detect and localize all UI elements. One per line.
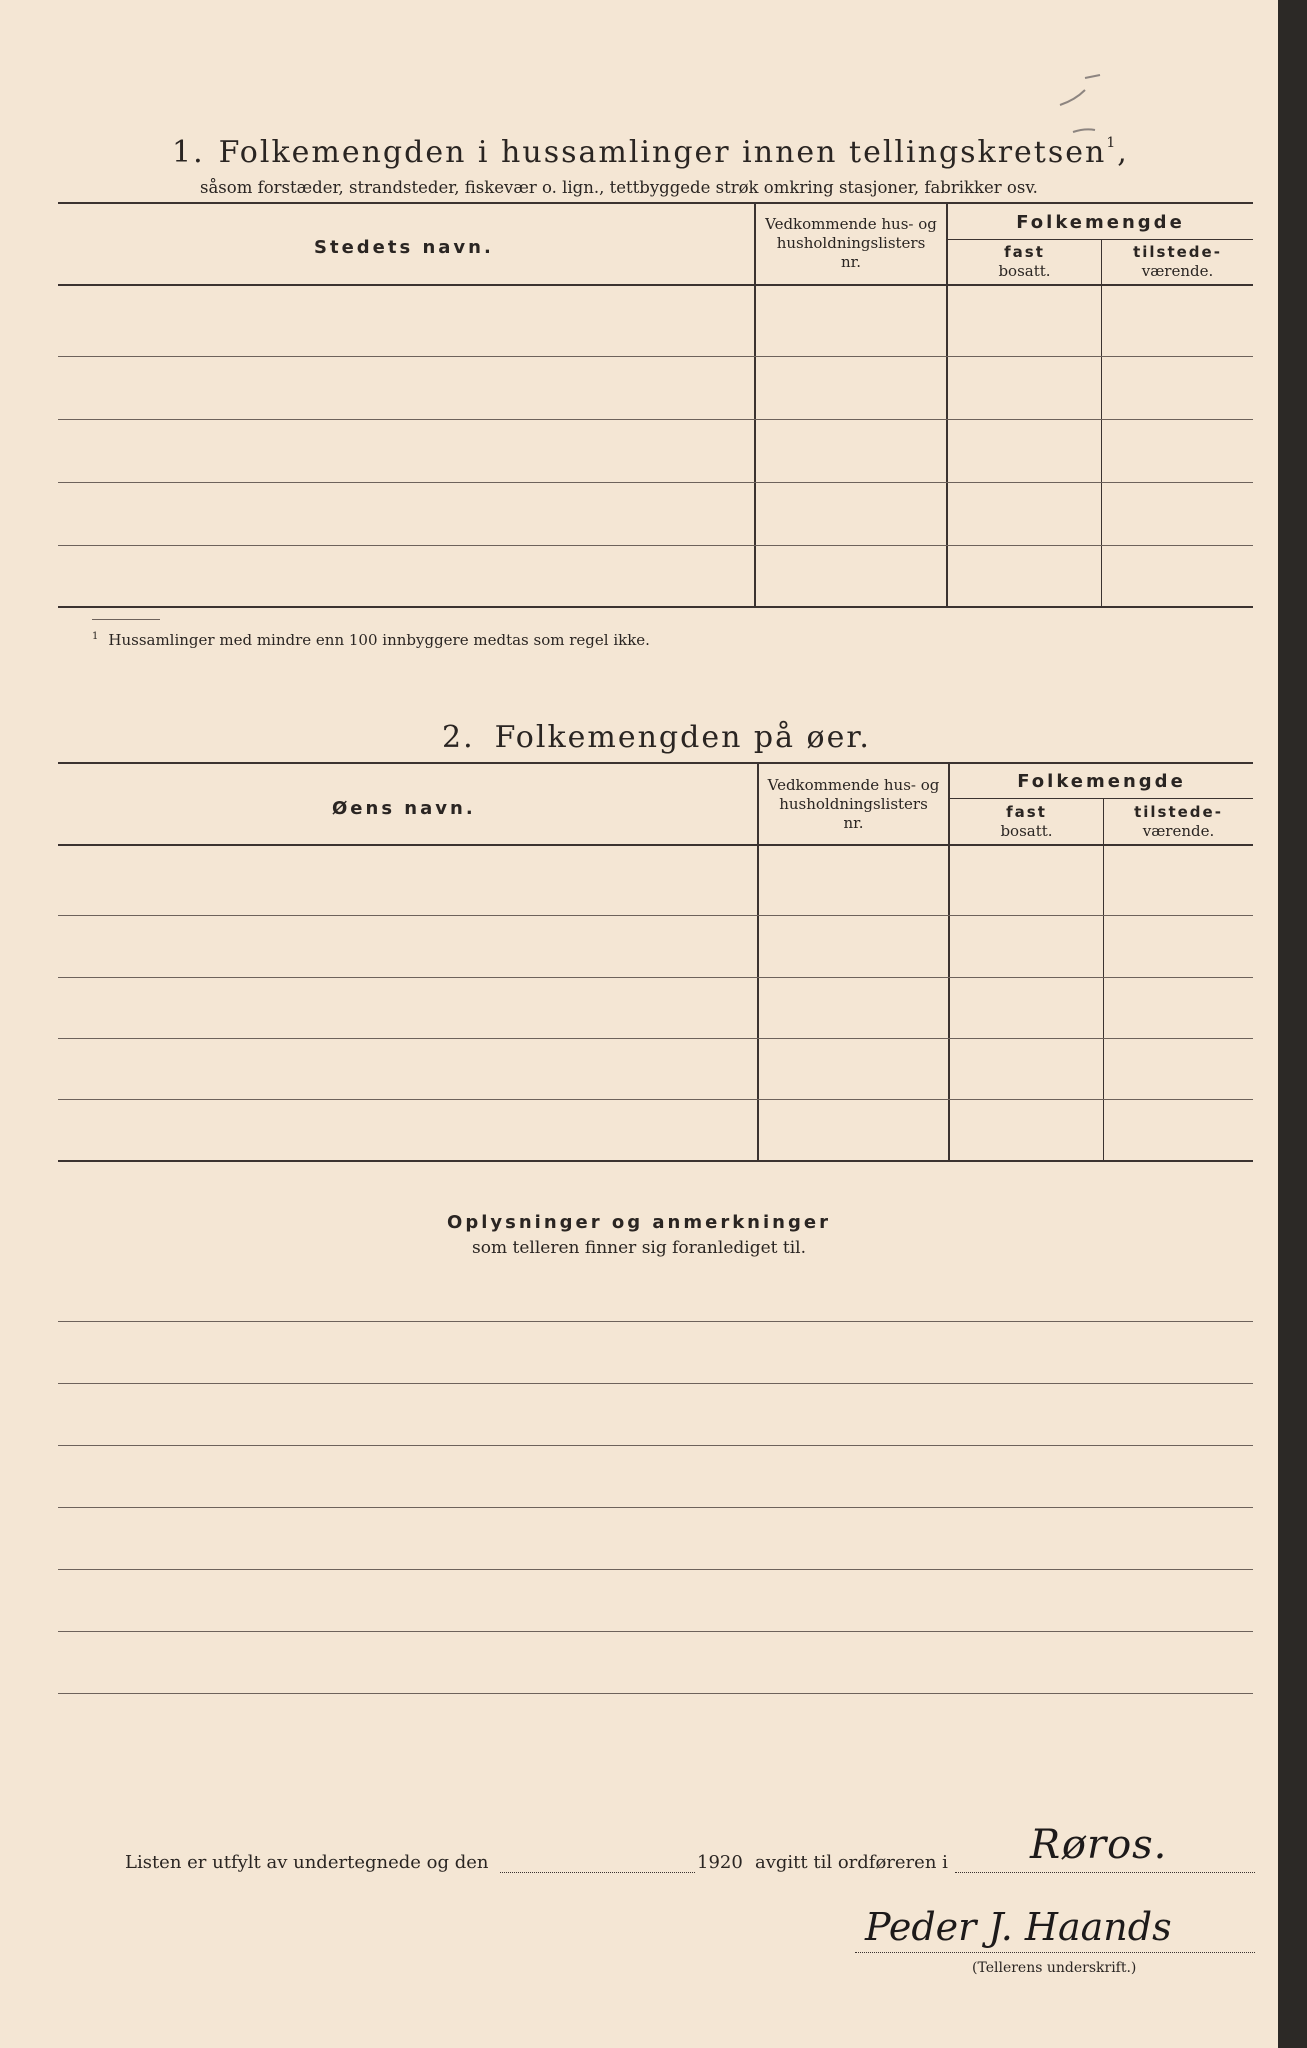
lists-header-line1: Vedkommende hus- og	[767, 776, 940, 794]
population-header-text: Folkemengde	[1016, 212, 1185, 233]
section1-resident-header	[948, 243, 1101, 281]
signature-caption: (Tellerens underskrift.)	[972, 1960, 1137, 1976]
signature-line	[855, 1952, 1255, 1953]
present-line2: værende.	[1141, 262, 1214, 280]
notes-line	[58, 1383, 1253, 1384]
resident-line2: bosatt.	[998, 262, 1051, 280]
section2-population-header	[950, 772, 1253, 791]
section2-present-header	[1104, 803, 1253, 841]
lists-header-line2: husholdningslisters	[776, 234, 926, 252]
section1-lists-header	[756, 215, 946, 272]
pencil-mark	[1055, 70, 1115, 140]
section1-col-divider-3	[1101, 239, 1102, 606]
resident-line1: fast	[1006, 803, 1047, 821]
section1-population-header	[948, 213, 1253, 232]
section1-row-line	[58, 545, 1253, 546]
notes-line	[58, 1569, 1253, 1570]
lists-header-line2: husholdningslisters	[779, 795, 928, 813]
footnote-rule	[92, 619, 160, 620]
notes-line	[58, 1631, 1253, 1632]
signature-statement: Listen er utfylt av undertegnede og den	[125, 1852, 489, 1873]
section2-col-divider-3	[1103, 798, 1104, 1160]
section2-bottom-rule	[58, 1160, 1253, 1162]
notes-subtitle: som telleren finner sig foranlediget til.	[472, 1238, 806, 1258]
section2-lists-header	[759, 776, 948, 833]
municipality-blank	[955, 1872, 1255, 1873]
section1-number: 1.	[172, 135, 205, 170]
section1-bottom-rule	[58, 606, 1253, 608]
resident-line1: fast	[1004, 243, 1045, 261]
year: 1920	[697, 1852, 743, 1873]
section2-name-header-text: Øens navn.	[332, 798, 476, 819]
signature-statement-after: avgitt til ordføreren i	[755, 1852, 948, 1873]
date-blank	[500, 1872, 695, 1873]
population-header-text: Folkemengde	[1017, 771, 1186, 792]
section2-row-line	[58, 977, 1253, 978]
section2-name-header	[332, 798, 476, 819]
section1-name-header	[314, 237, 494, 258]
lists-header-line3: nr.	[843, 814, 864, 832]
section1-top-rule	[58, 202, 1253, 204]
handwritten-place: Røros.	[1030, 1822, 1168, 1868]
section2-top-rule	[58, 762, 1253, 764]
section2-population-rule	[950, 798, 1253, 799]
section1-present-header	[1102, 243, 1253, 281]
section2-header-rule	[58, 844, 1253, 846]
section1-row-line	[58, 419, 1253, 420]
notes-line	[58, 1321, 1253, 1322]
section1-name-header-text: Stedets navn.	[314, 237, 494, 258]
section1-row-line	[58, 482, 1253, 483]
section1-title-text: Folkemengden i hussamlinger innen tellingskretsen	[218, 135, 1107, 170]
section1-row-line	[58, 356, 1253, 357]
notes-line	[58, 1507, 1253, 1508]
section2-row-line	[58, 1099, 1253, 1100]
present-line1: tilstede-	[1134, 803, 1223, 821]
section1-subtitle: såsom forstæder, strandsteder, fiskevær o. lign., tettbyggede strøk omkring stasjoner, fabrikker osv.	[200, 178, 1038, 197]
notes-line	[58, 1693, 1253, 1694]
footnote	[92, 631, 650, 649]
section1-footnote-ref: 1	[1106, 135, 1118, 151]
lists-header-line3: nr.	[841, 253, 861, 271]
section1-header-rule	[58, 284, 1253, 286]
lists-header-line1: Vedkommende hus- og	[765, 215, 937, 233]
present-line2: værende.	[1142, 822, 1215, 840]
resident-line2: bosatt.	[1000, 822, 1053, 840]
section2-resident-header	[950, 803, 1103, 841]
section2-row-line	[58, 915, 1253, 916]
section2-number: 2.	[442, 720, 475, 755]
section2-row-line	[58, 1038, 1253, 1039]
handwritten-signature: Peder J. Haands	[865, 1905, 1172, 1949]
present-line1: tilstede-	[1133, 243, 1222, 261]
section2-title-text: Folkemengden på øer.	[494, 720, 871, 755]
section2-title	[442, 720, 871, 755]
notes-title	[0, 1212, 1278, 1233]
notes-line	[58, 1445, 1253, 1446]
binding-edge	[1278, 0, 1307, 2048]
footnote-text: Hussamlinger med mindre enn 100 innbyggere medtas som regel ikke.	[108, 631, 650, 649]
notes-title-text: Oplysninger og anmerkninger	[447, 1212, 831, 1233]
section1-title: 1. Folkemengden i hussamlinger innen tellingskretsen$^1$,	[172, 135, 1129, 170]
footnote-marker: 1	[92, 631, 99, 642]
